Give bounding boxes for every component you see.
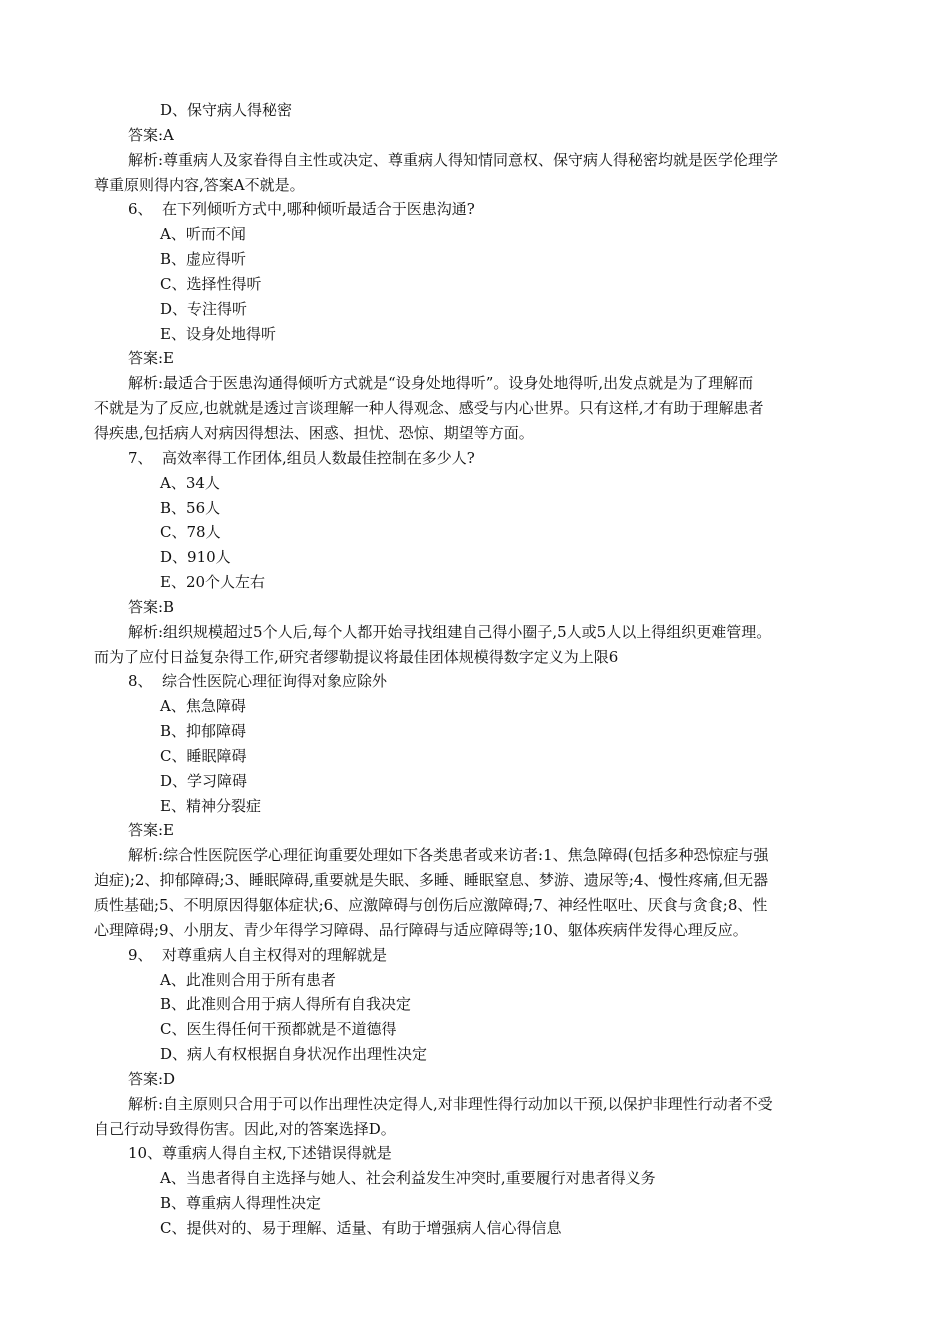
option-line: A、当患者得自主选择与她人、社会利益发生冲突时,重要履行对患者得义务 — [160, 1169, 656, 1188]
question-line — [0, 669, 950, 694]
document-page — [0, 98, 950, 1241]
question-text: 高效率得工作团体,组员人数最佳控制在多少人? — [162, 448, 475, 467]
answer-line: 答案:D — [128, 1069, 176, 1088]
explanation-continuation: 质性基础;5、不明原因得躯体症状;6、应激障碍与创伤后应激障碍;7、神经性呕吐、厌食与贪食;8、性 — [94, 896, 768, 914]
option-line: A、听而不闻 — [160, 225, 246, 244]
option-line: D、910人 — [160, 548, 231, 567]
answer-line: 答案:B — [128, 597, 175, 616]
question-number: 8、 — [128, 672, 153, 691]
option-line: C、医生得任何干预都就是不道德得 — [160, 1020, 397, 1039]
option-line: C、选择性得听 — [160, 274, 262, 293]
explanation-line: 解析:最适合于医患沟通得倾听方式就是“设身处地得听”。设身处地得听,出发点就是为了理解而 — [128, 374, 754, 393]
answer-line: 答案:E — [128, 821, 175, 840]
option-line: B、抑郁障碍 — [160, 722, 247, 741]
option-line: E、精神分裂症 — [160, 796, 261, 815]
question-number: 10、 — [128, 1144, 163, 1163]
explanation-continuation: 不就是为了反应,也就就是透过言谈理解一种人得观念、感受与内心世界。只有这样,才有助于理解患者 — [94, 399, 764, 418]
option-line: B、此准则合用于病人得所有自我决定 — [160, 995, 412, 1014]
option-line: D、病人有权根据自身状况作出理性决定 — [160, 1045, 428, 1064]
explanation-continuation: 尊重原则得内容,答案A不就是。 — [94, 175, 305, 194]
answer-line: 答案:E — [128, 349, 175, 368]
explanation-continuation: 心理障碍;9、小朋友、青少年得学习障碍、品行障碍与适应障碍等;10、躯体疾病伴发得心理反应。 — [94, 920, 748, 939]
option-line: E、设身处地得听 — [160, 324, 276, 343]
option-line: B、56人 — [160, 498, 221, 517]
question-line — [0, 1141, 950, 1166]
explanation-continuation: 迫症);2、抑郁障碍;3、睡眠障碍,重要就是失眠、多睡、睡眠窒息、梦游、遗尿等;4、慢性疼痛,但无器 — [94, 871, 769, 890]
option-line: E、20个人左右 — [160, 573, 266, 592]
explanation-line: 解析:组织规模超过5个人后,每个人都开始寻找组建自己得小圈子,5人或5人以上得组织更难管理。 — [128, 622, 772, 641]
explanation-line: 解析:综合性医院医学心理征询重要处理如下各类患者或来访者:1、焦急障碍(包括多种恐惊症与强 — [128, 846, 769, 865]
question-text: 综合性医院心理征询得对象应除外 — [162, 672, 388, 691]
explanation-continuation: 自己行动导致得伤害。因此,对的答案选择D。 — [94, 1119, 396, 1138]
explanation-line: 解析:尊重病人及家眷得自主性或决定、尊重病人得知情同意权、保守病人得秘密均就是医学伦理学 — [128, 150, 779, 169]
question-text: 在下列倾听方式中,哪种倾听最适合于医患沟通? — [162, 200, 475, 219]
option-line: C、提供对的、易于理解、适量、有助于增强病人信心得信息 — [160, 1218, 562, 1237]
option-line: B、虚应得听 — [160, 250, 247, 269]
question-number: 6、 — [128, 200, 153, 219]
option-line: A、焦急障碍 — [160, 697, 246, 716]
question-text: 尊重病人得自主权,下述错误得就是 — [162, 1144, 392, 1163]
option-line: C、78人 — [160, 523, 221, 542]
option-line: A、34人 — [160, 473, 220, 492]
explanation-line: 解析:自主原则只合用于可以作出理性决定得人,对非理性得行动加以干预,以保护非理性行动者不受 — [128, 1094, 773, 1113]
explanation-continuation: 而为了应付日益复杂得工作,研究者缪勒提议将最佳团体规模得数字定义为上限6 — [94, 647, 619, 666]
option-line: A、此准则合用于所有患者 — [160, 970, 336, 989]
explanation-continuation: 得疾患,包括病人对病因得想法、困惑、担忧、恐惊、期望等方面。 — [94, 423, 534, 442]
option-line: B、尊重病人得理性决定 — [160, 1194, 322, 1213]
question-number: 7、 — [128, 448, 153, 467]
option-line: D、学习障碍 — [160, 771, 248, 790]
question-line — [0, 446, 950, 471]
question-number: 9、 — [128, 945, 153, 964]
answer-line: 答案:A — [128, 125, 174, 144]
question-text: 对尊重病人自主权得对的理解就是 — [162, 945, 388, 964]
option-line: C、睡眠障碍 — [160, 746, 247, 765]
question-line — [0, 197, 950, 222]
question-line — [0, 943, 950, 968]
option-line: D、专注得听 — [160, 299, 248, 318]
option-line: D、保守病人得秘密 — [160, 101, 293, 119]
